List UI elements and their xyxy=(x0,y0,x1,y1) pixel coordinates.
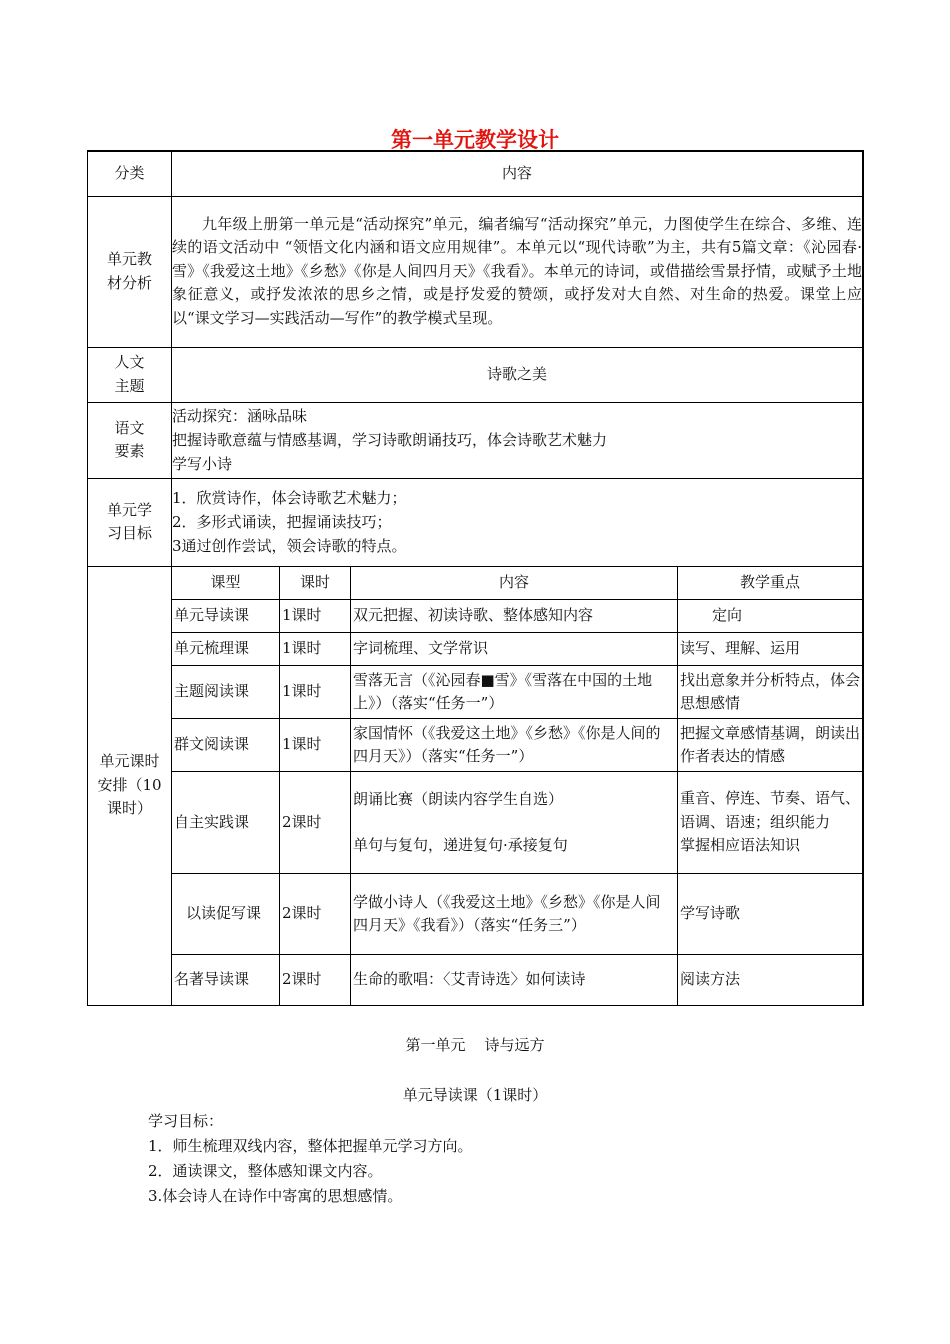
lesson-type: 单元导读课 xyxy=(172,600,280,633)
schedule-table xyxy=(172,567,862,1005)
lesson-content xyxy=(351,772,678,874)
schedule-cell xyxy=(172,566,864,1005)
theme-label: 人文主题 xyxy=(88,347,172,402)
objective-item: 3.体会诗人在诗作中寄寓的思想感情。 xyxy=(148,1187,403,1205)
lesson-focus: 定向 xyxy=(678,600,863,633)
goals-row xyxy=(88,478,864,566)
element-item: 把握诗歌意蕴与情感基调，学习诗歌朗诵技巧，体会诗歌艺术魅力 xyxy=(172,431,608,449)
lesson-focus: 读写、理解、运用 xyxy=(678,633,863,666)
schedule-row-item xyxy=(172,633,862,666)
lesson-type: 主题阅读课 xyxy=(172,666,280,719)
lesson-content: 双元把握、初读诗歌、整体感知内容 xyxy=(351,600,678,633)
lesson-type: 群文阅读课 xyxy=(172,719,280,772)
element-item: 活动探究：涵咏品味 xyxy=(172,407,308,425)
goal-item: 3通过创作尝试，领会诗歌的特点。 xyxy=(172,537,407,555)
goal-item: 2．多形式诵读，把握诵读技巧； xyxy=(172,513,392,531)
analysis-label: 单元教材分析 xyxy=(88,196,172,347)
analysis-row xyxy=(88,196,864,347)
lesson-hours: 1课时 xyxy=(280,633,351,666)
lesson-hours: 1课时 xyxy=(280,666,351,719)
lesson-focus: 阅读方法 xyxy=(678,955,863,1005)
schedule-header-focus: 教学重点 xyxy=(678,567,863,600)
header-content: 内容 xyxy=(172,151,864,196)
schedule-header-content: 内容 xyxy=(351,567,678,600)
theme-row xyxy=(88,347,864,402)
schedule-row xyxy=(88,566,864,1005)
schedule-header-row xyxy=(172,567,862,600)
lesson-content-line: 朗诵比赛（朗读内容学生自选） xyxy=(353,790,564,808)
lesson-focus-line: 重音、停连、节奏、语气、语调、语速；组织能力 xyxy=(680,789,861,831)
unit-title: 第一单元 诗与远方 xyxy=(405,1036,545,1054)
elements-label: 语文要素 xyxy=(88,402,172,478)
lesson-focus-line: 掌握相应语法知识 xyxy=(680,836,801,855)
lesson-hours: 1课时 xyxy=(280,719,351,772)
lesson-type: 名著导读课 xyxy=(172,955,280,1005)
schedule-row-item xyxy=(172,600,862,633)
lesson-content-line: 单句与复句，递进复句·承接复句 xyxy=(353,835,568,854)
goal-item: 1．欣赏诗作，体会诗歌艺术魅力； xyxy=(172,489,407,507)
lesson-hours: 1课时 xyxy=(280,600,351,633)
objectives-label: 学习目标： xyxy=(148,1112,224,1130)
schedule-header-type: 课型 xyxy=(172,567,280,600)
lesson-content: 学做小诗人（《我爱这土地》《乡愁》《你是人间四月天》《我看》）（落实“任务三”） xyxy=(351,874,678,955)
objective-item: 2．通读课文，整体感知课文内容。 xyxy=(148,1162,383,1180)
lesson-content: 家国情怀（《我爱这土地》《乡愁》《你是人间的四月天》）（落实“任务一”） xyxy=(351,719,678,772)
schedule-row-item xyxy=(172,955,862,1005)
schedule-label: 单元课时安排（10课时） xyxy=(88,566,172,1005)
lesson-type: 以读促写课 xyxy=(172,874,280,955)
schedule-row-item xyxy=(172,874,862,955)
goals-list xyxy=(172,478,864,566)
lesson-hours: 2课时 xyxy=(280,955,351,1005)
schedule-row-item xyxy=(172,772,862,874)
element-item: 学写小诗 xyxy=(172,455,233,473)
schedule-header-hours: 课时 xyxy=(280,567,351,600)
header-category: 分类 xyxy=(88,151,172,196)
lesson-title: 单元导读课（1课时） xyxy=(402,1086,548,1104)
header-row xyxy=(88,151,864,196)
goals-label: 单元学习目标 xyxy=(88,478,172,566)
lesson-focus: 找出意象并分析特点，体会思想感情 xyxy=(678,666,863,719)
schedule-row-item xyxy=(172,719,862,772)
design-table xyxy=(87,150,864,1006)
analysis-text: 九年级上册第一单元是“活动探究”单元，编者编写“活动探究”单元，力图使学生在综合、多维、连续的语文活动中 “领悟文化内涵和语文应用规律”。本单元以“现代诗歌”为主，共有5篇文章：《沁园春·雪》《我爱这土地》《乡愁》《你是人间四月天》《我看》。本单元的诗词，或借描绘雪景抒情，或赋予土地象征意义，或抒发浓浓的思乡之情，或是抒发爱的赞颂，或抒发对大自然、对生命的热爱。课堂上应以“课文学习—实践活动—写作”的教学模式呈现。 xyxy=(172,196,864,347)
elements-row xyxy=(88,402,864,478)
theme-text: 诗歌之美 xyxy=(172,347,864,402)
objective-item: 1．师生梳理双线内容，整体把握单元学习方向。 xyxy=(148,1137,473,1155)
lesson-focus: 学写诗歌 xyxy=(678,874,863,955)
elements-list xyxy=(172,402,864,478)
lesson-focus: 把握文章感情基调，朗读出作者表达的情感 xyxy=(678,719,863,772)
lesson-content: 生命的歌唱：〈艾青诗选〉如何读诗 xyxy=(351,955,678,1005)
lesson-content: 雪落无言（《沁园春■雪》《雪落在中国的土地上》）（落实“任务一”） xyxy=(351,666,678,719)
lesson-type: 自主实践课 xyxy=(172,772,280,874)
lesson-type: 单元梳理课 xyxy=(172,633,280,666)
schedule-row-item xyxy=(172,666,862,719)
objectives-block xyxy=(148,1109,473,1209)
lesson-focus xyxy=(678,772,863,874)
lesson-hours: 2课时 xyxy=(280,772,351,874)
lesson-content: 字词梳理、文学常识 xyxy=(351,633,678,666)
lesson-hours: 2课时 xyxy=(280,874,351,955)
page-title: 第一单元教学设计 xyxy=(391,128,559,152)
